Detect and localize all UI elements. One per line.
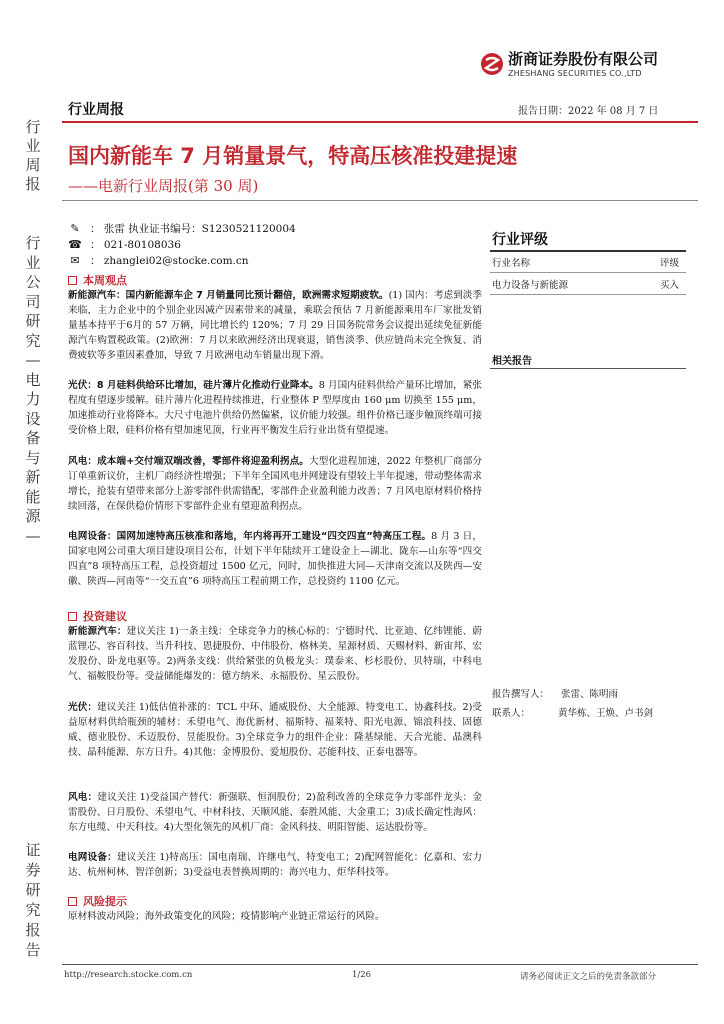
- side-label-bottom: 证 券 研 究 报 告: [25, 841, 41, 959]
- pen-icon: ✎: [70, 222, 80, 235]
- report-contacts: 联系人： 黄华栋、王焕、卢书剑: [492, 708, 654, 719]
- advice-pv: 光伏：建议关注 1)低估值补涨的：TCL 中环、通威股份、大全能源、特变电工、协鑫科技。2)受益原材料供给瓶颈的辅材：禾望电气、海优新材、福斯特、福莱特、阳光电源、锦浪科技、固德威、德业股份、禾迈股份、昱能股份。3)全球竞争力的组件企业：隆基绿能、天合光能、晶澳科技、晶科能源、东方日升。4)其他：金博股份、爱旭股份、芯能科技、正泰电器等。: [68, 702, 483, 758]
- advice-wind: 风电：建议关注 1)受益国产替代：新强联、恒润股份；2)盈利改善的全球竞争力零部件龙头：金雷股份、日月股份、禾望电气、中材科技、天顺风能、泰胜风能、大金重工；3)成长确定性海风：东方电缆、中天科技。4)大型化领先的风机厂商：金风科技、明阳智能、运达股份等。: [68, 792, 483, 833]
- page-subtitle: ——电新行业周报(第 30 周): [68, 177, 259, 195]
- rating-mid-rule: [490, 272, 686, 273]
- mail-icon: ✉: [70, 254, 80, 267]
- rating-row-left: 电力设备与新能源: [492, 280, 569, 291]
- rating-bottom-rule: [490, 294, 686, 295]
- report-date: 报告日期：2022 年 08 月 7 日: [518, 106, 659, 117]
- header-divider: [62, 121, 698, 123]
- related-reports-heading: 相关报告: [492, 356, 532, 367]
- section-advice-heading: 投资建议: [68, 608, 127, 624]
- rating-title: 行业评级: [492, 232, 548, 248]
- rating-row-right: 买入: [660, 280, 680, 291]
- author-row: ✎ ： 张雷 执业证书编号：S1230521120004: [68, 221, 296, 236]
- footer-disclaimer: 请务必阅读正文之后的免责条款部分: [520, 972, 657, 982]
- report-writers: 报告撰写人： 张雷、陈明雨: [492, 689, 619, 700]
- risk-text: 原材料波动风险；海外政策变化的风险；疫情影响产业链正常运行的风险。: [68, 911, 385, 922]
- page-title: 国内新能车 7 月销量景气，特高压核准投建提速: [68, 144, 518, 168]
- advice-nev: 新能源汽车：建议关注 1)一条主线：全球竞争力的核心标的：宁德时代、比亚迪、亿纬锂能、蔚蓝锂芯、容百科技、当升科技、恩捷股份、中伟股份、格林美、星源材质、天赐材料、新宙邦、宏发股份、卧龙电驱等。2)两条支线：供给紧张的负极龙头：璞泰来、杉杉股份、贝特瑞，中科电气、福鞍股份等。受益储能爆发的：德方纳米、永福股份、星云股份。: [68, 626, 482, 682]
- footer-page-number: 1/26: [352, 970, 372, 980]
- phone-row: ☎ ： 021-80108036: [68, 238, 181, 251]
- rating-header-right: 评级: [660, 258, 680, 269]
- section-bullet-icon: [68, 612, 77, 621]
- advice-grid: 电网设备：建议关注 1)特高压：国电南瑞、许继电气、特变电工；2)配网智能化：亿嘉和、宏力达、杭州柯林、智洋创新；3)受益电表替换周期的：海兴电力、炬华科技等。: [68, 852, 482, 878]
- section-bullet-icon: [68, 897, 77, 906]
- related-rule: [490, 368, 686, 369]
- section-risk-heading: 风险提示: [68, 893, 127, 909]
- side-label-middle: 行 业 公 司 研 究 — 电 力 设 备 与 新 能 源 —: [25, 234, 41, 545]
- company-logo-icon: [480, 52, 504, 76]
- paragraph-pv: 光伏：8 月硅料供给环比增加，硅片薄片化推动行业降本。8 月国内硅料供给产量环比增加，紧张程度有望逐步缓解。硅片薄片化进程持续推进，行业整体 P 型厚度由 160 μm 切换至 155 μm，加速推动行业将降本。大尺寸电池片供给仍然偏紧，议价能力较强。组件价格已逐步触顶终端可接受价格上限，硅料价格有望加速见顶，行业再平衡发生后行业出货有望提速。: [68, 380, 482, 436]
- section-view-heading: 本周观点: [68, 272, 127, 288]
- company-name-en: ZHESHANG SECURITIES CO.,LTD: [508, 69, 642, 78]
- phone-icon: ☎: [68, 238, 82, 251]
- paragraph-grid: 电网设备：国网加速特高压核准和落地，年内将再开工建设“四交四直”特高压工程。8 月 3 日，国家电网公司重大项目建设项目公布，计划下半年陆续开工建设金上—湖北、陇东—山东等“四交四直”8 项特高压工程，总投资超过 1500 亿元，同时，加快推进大同—天津南交流以及陕西—安徽、陕西—河南等“一交五直”6 项特高压工程前期工作，总投资约 1100 亿元。: [68, 531, 482, 587]
- footer-url[interactable]: http://research.stocke.com.cn: [64, 970, 193, 980]
- rating-header-left: 行业名称: [492, 258, 531, 269]
- rating-top-rule: [490, 250, 686, 252]
- email-row: ✉ ： zhanglei02@stocke.com.cn: [68, 253, 249, 268]
- report-type: 行业周报: [68, 102, 124, 118]
- footer-divider: [62, 964, 698, 965]
- paragraph-nev: 新能源汽车：国内新能源车企 7 月销量同比预计翻倍，欧洲需求短期疲软。(1) 国内：考虑到淡季来临，主力企业中的个别企业因减产因素带来的减量，乘联会预估 7 月新能源乘用车厂家批发销量基本持平于6月的 57 万辆，同比增长约 120%；7 月 29 日国务院常务会议提出延续免征新能源汽车购置税政策。(2)欧洲：7 月以来欧洲经济出现衰退，销售淡季、供应链尚未完全恢复、消费疲软等多重因素叠加，导致 7 月欧洲电动车销量出现下滑。: [68, 290, 482, 361]
- side-label-top: 行 业 周 报: [25, 118, 41, 193]
- title-divider: [62, 200, 698, 201]
- section-bullet-icon: [68, 276, 77, 285]
- paragraph-wind: 风电：成本端+交付端双端改善，零部件将迎盈利拐点。大型化进程加速，2022 年整机厂商部分订单重新议价，主机厂商经济性增强；下半年全国风电并网建设有望较上半年提速，带动整体需求增长，抢装有望带来部分上游零部件供需错配，零部件企业盈利能力改善；7 月风电原材料价格持续回落，在保供稳价情形下零部件企业有望迎盈利拐点。: [68, 456, 482, 512]
- company-name-cn: 浙商证券股份有限公司: [508, 50, 659, 68]
